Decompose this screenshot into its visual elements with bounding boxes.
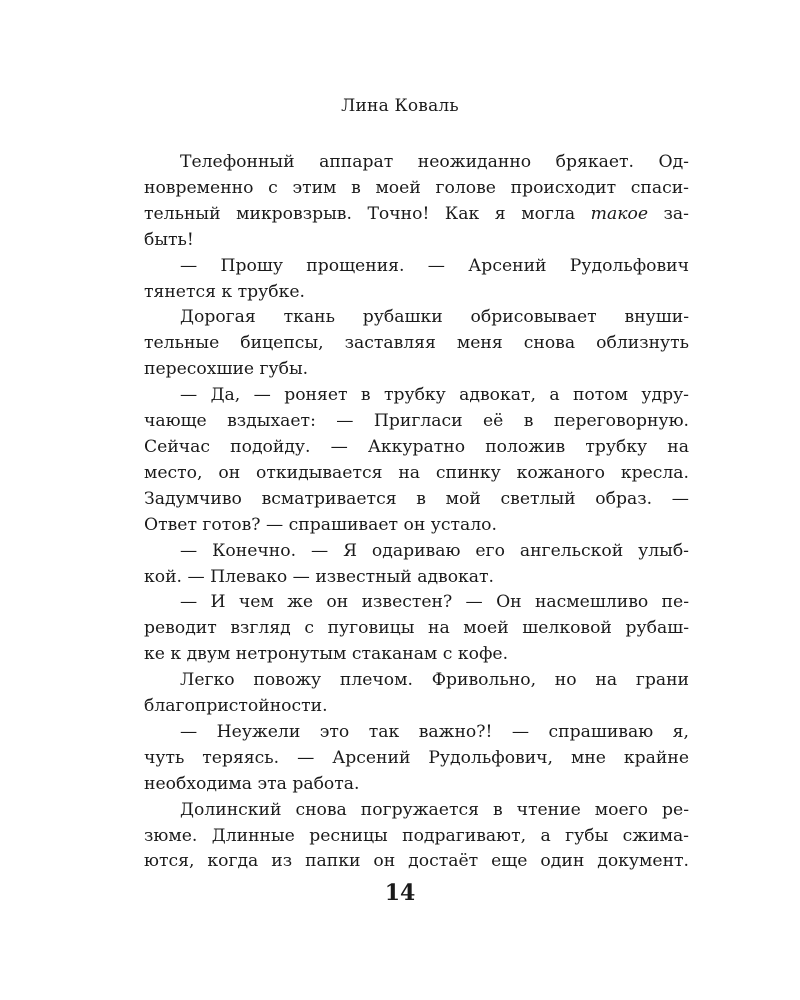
text-line: Легко повожу плечом. Фривольно, но на грани [180, 670, 689, 691]
text-line: Ответ готов? — спрашивает он устало. [144, 514, 497, 535]
text-line: зюме. Длинные ресницы подрагивают, а губы сжима- [144, 825, 689, 846]
text-line: — Да, — роняет в трубку адвокат, а потом удру- [180, 385, 689, 406]
text-line: Сейчас подойду. — Аккуратно положив трубку на [144, 436, 689, 457]
text-line: тянется к трубке. [144, 281, 305, 302]
text-line: Задумчиво всматривается в мой светлый образ. — [144, 488, 689, 509]
text-line: — Конечно. — Я одариваю его ангельской улыб- [180, 540, 689, 561]
text-line: тельные бицепсы, заставляя меня снова облизнуть [144, 333, 689, 354]
text-line: благопристойности. [144, 696, 328, 717]
text-line: пересохшие губы. [144, 359, 309, 380]
text-line: чуть теряясь. — Арсений Рудольфович, мне крайне [144, 747, 689, 768]
text-line: ются, когда из папки он достаёт еще один документ. [144, 851, 689, 872]
text-line: Долинский снова погружается в чтение моего ре- [180, 799, 689, 820]
body-text [144, 150, 689, 875]
text-line: — Неужели это так важно?! — спрашиваю я, [180, 721, 689, 742]
text-line: Дорогая ткань рубашки обрисовывает внуши- [180, 307, 689, 328]
page-number: 14 [384, 880, 416, 906]
text-line: реводит взгляд с пуговицы на моей шелковой рубаш- [144, 618, 689, 639]
text-line: ке к двум нетронутым стаканам с кофе. [144, 644, 509, 665]
emphasis-text: такое [590, 203, 648, 224]
running-head: Лина Коваль [341, 96, 459, 116]
text-line: необходима эта работа. [144, 773, 360, 794]
text-line: тельный микровзрыв. Точно! Как я могла такое за- [144, 203, 689, 224]
text-line: место, он откидывается на спинку кожаного кресла. [144, 462, 689, 483]
text-line: — Прошу прощения. — Арсений Рудольфович [180, 255, 689, 276]
text-line: кой. — Плевако — известный адвокат. [144, 566, 495, 587]
text-line: — И чем же он известен? — Он насмешливо пе- [180, 592, 689, 613]
text-line: новременно с этим в моей голове происходит спаси- [144, 177, 689, 198]
text-line: Телефонный аппарат неожиданно брякает. Од- [180, 152, 689, 172]
text-line: быть! [144, 229, 194, 250]
text-line: чающе вздыхает: — Пригласи её в переговорную. [144, 411, 689, 432]
